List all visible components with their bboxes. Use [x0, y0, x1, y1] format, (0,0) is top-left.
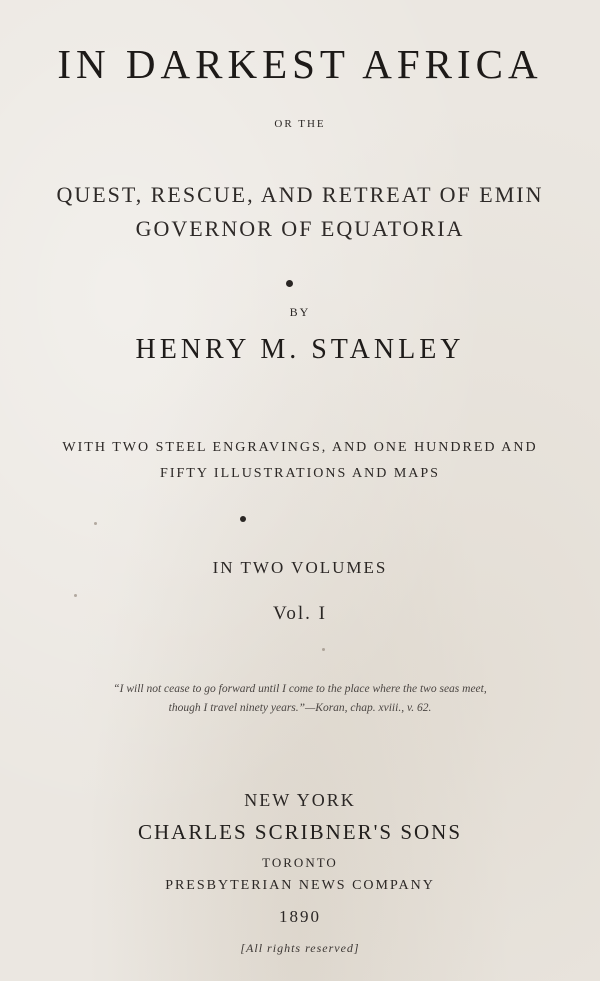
by-text: BY: [289, 305, 311, 319]
book-title: IN DARKEST AFRICA: [57, 41, 543, 87]
paper-speck: [94, 522, 97, 525]
publisher-name: CHARLES SCRIBNER'S SONS: [137, 820, 463, 844]
illustrations-line-2: FIFTY ILLUSTRATIONS AND MAPS: [160, 466, 440, 481]
publication-city: NEW YORK: [244, 790, 356, 810]
ornament-dot: [286, 280, 293, 287]
author-name: HENRY M. STANLEY: [135, 334, 465, 365]
publication-year: 1890: [279, 907, 321, 926]
toronto-text: TORONTO: [262, 855, 338, 870]
paper-speck: [74, 594, 77, 597]
or-the-text: OR THE: [274, 118, 326, 130]
subtitle-line-1: QUEST, RESCUE, AND RETREAT OF EMIN: [56, 182, 544, 207]
volume-number: Vol. I: [273, 603, 327, 624]
ornament-dot: [240, 516, 246, 522]
subtitle-line-2: GOVERNOR OF EQUATORIA: [135, 216, 465, 241]
illustrations-line-1: WITH TWO STEEL ENGRAVINGS, AND ONE HUNDRED AND: [62, 440, 538, 455]
co-publisher-name: PRESBYTERIAN NEWS COMPANY: [165, 878, 435, 893]
volumes-text: IN TWO VOLUMES: [212, 558, 388, 577]
quote-line-2: though I travel ninety years.”—Koran, chap. xviii., v. 62.: [168, 702, 432, 714]
paper-speck: [322, 648, 325, 651]
rights-notice: [All rights reserved]: [240, 941, 360, 955]
quote-line-1: “I will not cease to go forward until I come to the place where the two seas meet,: [113, 683, 487, 695]
